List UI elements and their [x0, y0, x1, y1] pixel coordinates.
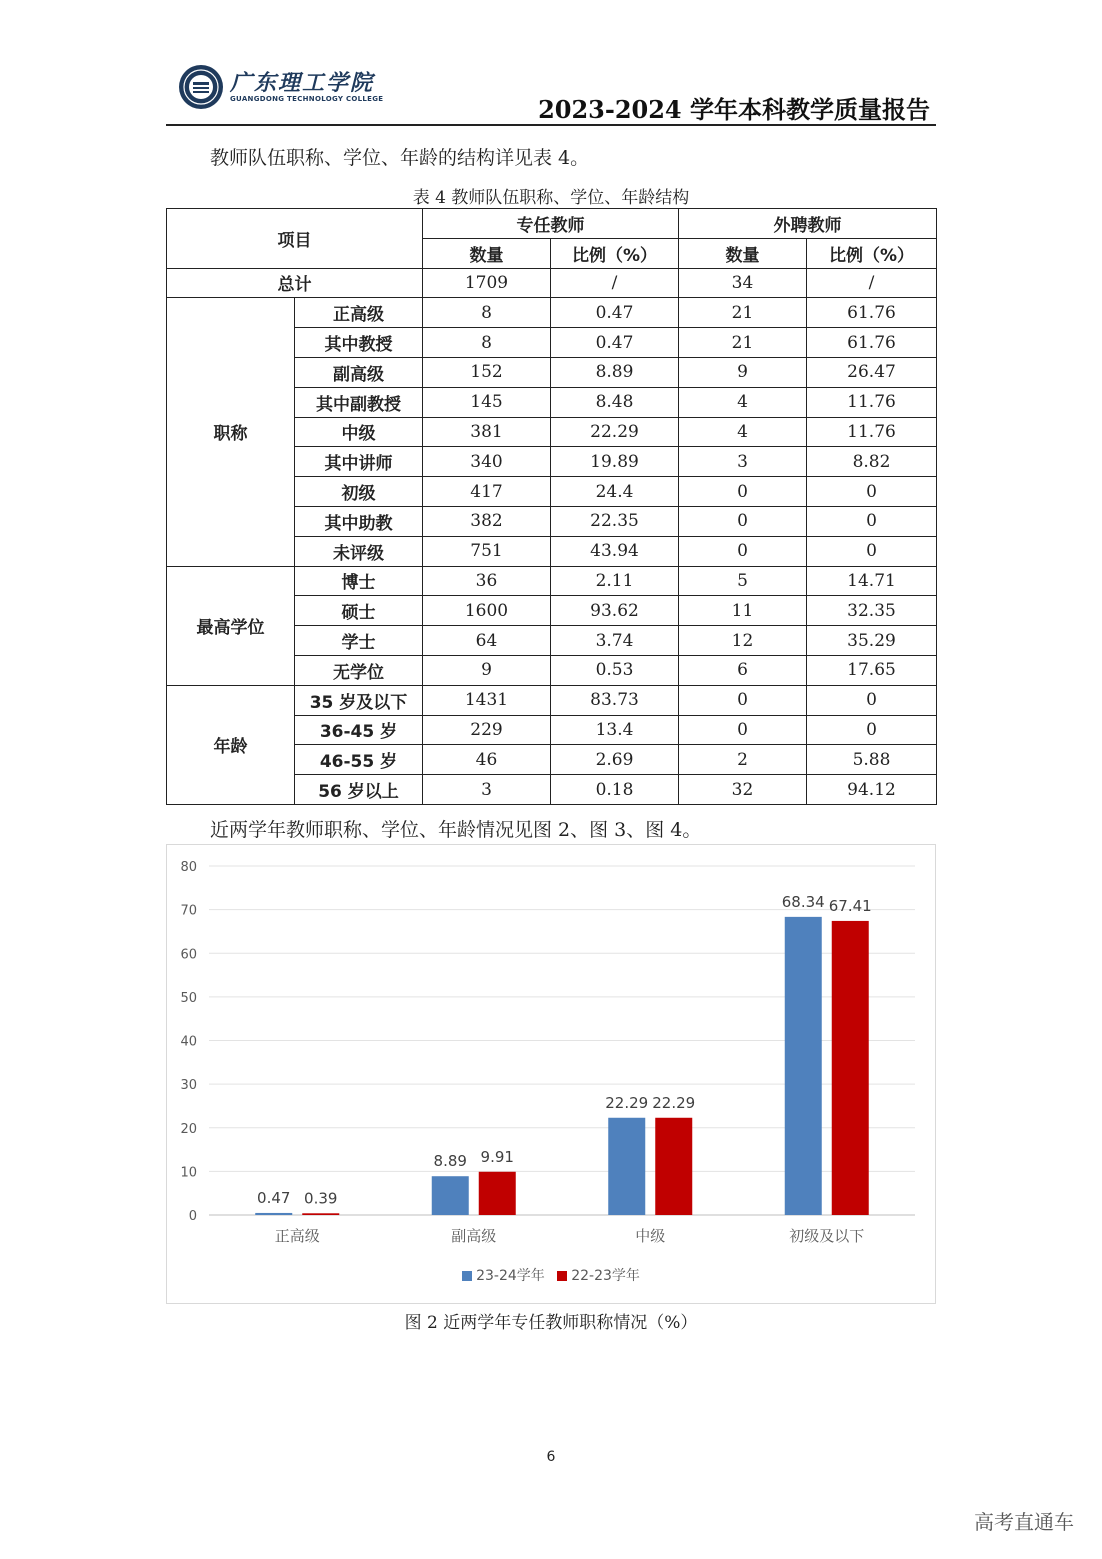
header-item: 项目	[167, 209, 423, 269]
table-cell: 3	[679, 447, 807, 477]
table-cell: 229	[423, 715, 551, 745]
header-fulltime-count: 数量	[423, 238, 551, 268]
y-tick-label: 40	[180, 1034, 197, 1050]
y-tick-label: 0	[188, 1209, 197, 1224]
legend-swatch-series-0	[462, 1271, 472, 1281]
table-cell: 0	[679, 536, 807, 566]
header-external-count: 数量	[679, 238, 807, 268]
table-cell: 19.89	[551, 447, 679, 477]
table-cell: 22.35	[551, 506, 679, 536]
header-fulltime: 专任教师	[423, 209, 679, 239]
table-cell: 35.29	[807, 626, 937, 656]
row-label: 35 岁及以下	[295, 685, 423, 715]
table-cell: 5	[679, 566, 807, 596]
table-cell: 61.76	[807, 328, 937, 358]
row-label: 未评级	[295, 536, 423, 566]
legend-item-series-0	[462, 1268, 549, 1284]
group-label: 最高学位	[167, 566, 295, 685]
table-cell: 2	[679, 745, 807, 775]
row-label: 56 岁以上	[295, 775, 423, 805]
chart-canvas	[167, 845, 935, 1303]
y-tick-label: 60	[180, 947, 197, 963]
table-cell: /	[807, 268, 937, 298]
data-label: 22.29	[652, 1093, 696, 1112]
bar-1	[832, 921, 869, 1215]
table-cell: 5.88	[807, 745, 937, 775]
table-cell: 0.47	[551, 298, 679, 328]
row-label: 学士	[295, 626, 423, 656]
table-cell: 0.47	[551, 328, 679, 358]
table-cell: 32.35	[807, 596, 937, 626]
table-cell: 24.4	[551, 477, 679, 507]
watermark: 高考直通车	[974, 1510, 1074, 1534]
table-cell: 0	[679, 685, 807, 715]
header-external: 外聘教师	[679, 209, 937, 239]
x-category-label: 中级	[635, 1227, 666, 1245]
table-cell: 64	[423, 626, 551, 656]
table-cell: 9	[423, 655, 551, 685]
data-label: 22.29	[605, 1093, 649, 1112]
data-label: 68.34	[781, 892, 825, 911]
table-cell: 2.11	[551, 566, 679, 596]
table-cell: 0	[807, 506, 937, 536]
table-cell: 34	[679, 268, 807, 298]
row-label: 其中教授	[295, 328, 423, 358]
total-label: 总计	[167, 268, 423, 298]
table-cell: 13.4	[551, 715, 679, 745]
table-cell: 340	[423, 447, 551, 477]
table-caption: 表 4 教师队伍职称、学位、年龄结构	[412, 188, 690, 208]
table-cell: 21	[679, 298, 807, 328]
table-cell: 417	[423, 477, 551, 507]
row-label: 副高级	[295, 357, 423, 387]
table-cell: 8.89	[551, 357, 679, 387]
row-label: 其中副教授	[295, 387, 423, 417]
table-cell: 381	[423, 417, 551, 447]
legend-label-series-0: 23-24学年	[476, 1268, 545, 1284]
data-label: 9.91	[480, 1147, 514, 1166]
table-cell: 8.82	[807, 447, 937, 477]
x-category-label: 正高级	[274, 1227, 320, 1245]
legend-item-series-1	[557, 1268, 640, 1284]
school-name-en: GUANGDONG TECHNOLOGY COLLEGE	[230, 95, 384, 103]
table-row	[167, 685, 937, 715]
row-label: 正高级	[295, 298, 423, 328]
table-cell: 1600	[423, 596, 551, 626]
header-divider	[166, 124, 936, 126]
data-label: 0.39	[304, 1189, 338, 1208]
table-cell: 21	[679, 328, 807, 358]
bar-1	[655, 1118, 692, 1215]
table-cell: 2.69	[551, 745, 679, 775]
table-cell: 6	[679, 655, 807, 685]
table-cell: 8.48	[551, 387, 679, 417]
table-cell: 11	[679, 596, 807, 626]
table-cell: 0	[807, 477, 937, 507]
table-cell: 4	[679, 387, 807, 417]
table-cell: 1709	[423, 268, 551, 298]
table-cell: 9	[679, 357, 807, 387]
page-header	[166, 58, 936, 128]
table-cell: 145	[423, 387, 551, 417]
legend-label-series-1: 22-23学年	[571, 1268, 640, 1284]
bar-1	[302, 1213, 339, 1215]
table-cell: 61.76	[807, 298, 937, 328]
table-cell: 0	[679, 477, 807, 507]
y-tick-label: 10	[180, 1165, 197, 1181]
page-number: 6	[546, 1449, 556, 1465]
row-label: 46-55 岁	[295, 745, 423, 775]
row-label: 硕士	[295, 596, 423, 626]
table-cell: 8	[423, 328, 551, 358]
legend-swatch-series-1	[557, 1271, 567, 1281]
y-tick-label: 50	[180, 990, 197, 1006]
table-cell: 0	[807, 536, 937, 566]
table-cell: 32	[679, 775, 807, 805]
y-tick-label: 80	[180, 860, 197, 875]
bar-1	[479, 1172, 516, 1215]
table-cell: 1431	[423, 685, 551, 715]
chart-intro-paragraph: 近两学年教师职称、学位、年龄情况见图 2、图 3、图 4。	[210, 819, 702, 841]
chart-caption: 图 2 近两学年专任教师职称情况（%）	[404, 1313, 698, 1333]
table-row	[167, 298, 937, 328]
bar-0	[785, 917, 822, 1215]
table-cell: 46	[423, 745, 551, 775]
data-label: 67.41	[828, 896, 872, 915]
table-cell: 3.74	[551, 626, 679, 656]
x-category-label: 初级及以下	[789, 1227, 865, 1245]
table-cell: 17.65	[807, 655, 937, 685]
table-row	[167, 566, 937, 596]
data-label: 0.47	[257, 1188, 291, 1207]
row-label: 博士	[295, 566, 423, 596]
row-label: 36-45 岁	[295, 715, 423, 745]
table-cell: 11.76	[807, 387, 937, 417]
table-cell: 14.71	[807, 566, 937, 596]
table-cell: 152	[423, 357, 551, 387]
title-rank-bar-chart	[166, 844, 936, 1304]
table-cell: 0.18	[551, 775, 679, 805]
faculty-structure-table	[166, 208, 937, 805]
report-title: 2023-2024 学年本科教学质量报告	[538, 95, 930, 124]
row-label: 其中讲师	[295, 447, 423, 477]
x-category-label: 副高级	[451, 1227, 497, 1245]
table-cell: 93.62	[551, 596, 679, 626]
table-cell: 36	[423, 566, 551, 596]
table-cell: 4	[679, 417, 807, 447]
bar-0	[608, 1118, 645, 1215]
y-tick-label: 30	[180, 1078, 197, 1094]
table-cell: 0.53	[551, 655, 679, 685]
row-label: 其中助教	[295, 506, 423, 536]
table-cell: 0	[679, 715, 807, 745]
table-cell: 83.73	[551, 685, 679, 715]
table-cell: /	[551, 268, 679, 298]
table-cell: 94.12	[807, 775, 937, 805]
row-label: 无学位	[295, 655, 423, 685]
bar-0	[255, 1213, 292, 1215]
table-cell: 0	[807, 685, 937, 715]
table-cell: 3	[423, 775, 551, 805]
bar-0	[432, 1176, 469, 1215]
table-cell: 8	[423, 298, 551, 328]
group-label: 年龄	[167, 685, 295, 804]
table-cell: 0	[679, 506, 807, 536]
table-cell: 12	[679, 626, 807, 656]
school-name-cn: 广东理工学院	[230, 71, 375, 96]
college-seal-logo	[178, 64, 224, 110]
table-cell: 22.29	[551, 417, 679, 447]
table-cell: 751	[423, 536, 551, 566]
chart-legend	[167, 1265, 935, 1285]
group-label: 职称	[167, 298, 295, 566]
table-row-total	[167, 268, 937, 298]
y-tick-label: 20	[180, 1121, 197, 1137]
data-label: 8.89	[433, 1152, 467, 1171]
row-label: 中级	[295, 417, 423, 447]
table-cell: 11.76	[807, 417, 937, 447]
table-cell: 382	[423, 506, 551, 536]
row-label: 初级	[295, 477, 423, 507]
header-external-ratio: 比例（%）	[807, 238, 937, 268]
table-cell: 0	[807, 715, 937, 745]
y-tick-label: 70	[180, 903, 197, 919]
table-cell: 26.47	[807, 357, 937, 387]
table-cell: 43.94	[551, 536, 679, 566]
intro-paragraph: 教师队伍职称、学位、年龄的结构详见表 4。	[210, 147, 590, 169]
header-fulltime-ratio: 比例（%）	[551, 238, 679, 268]
